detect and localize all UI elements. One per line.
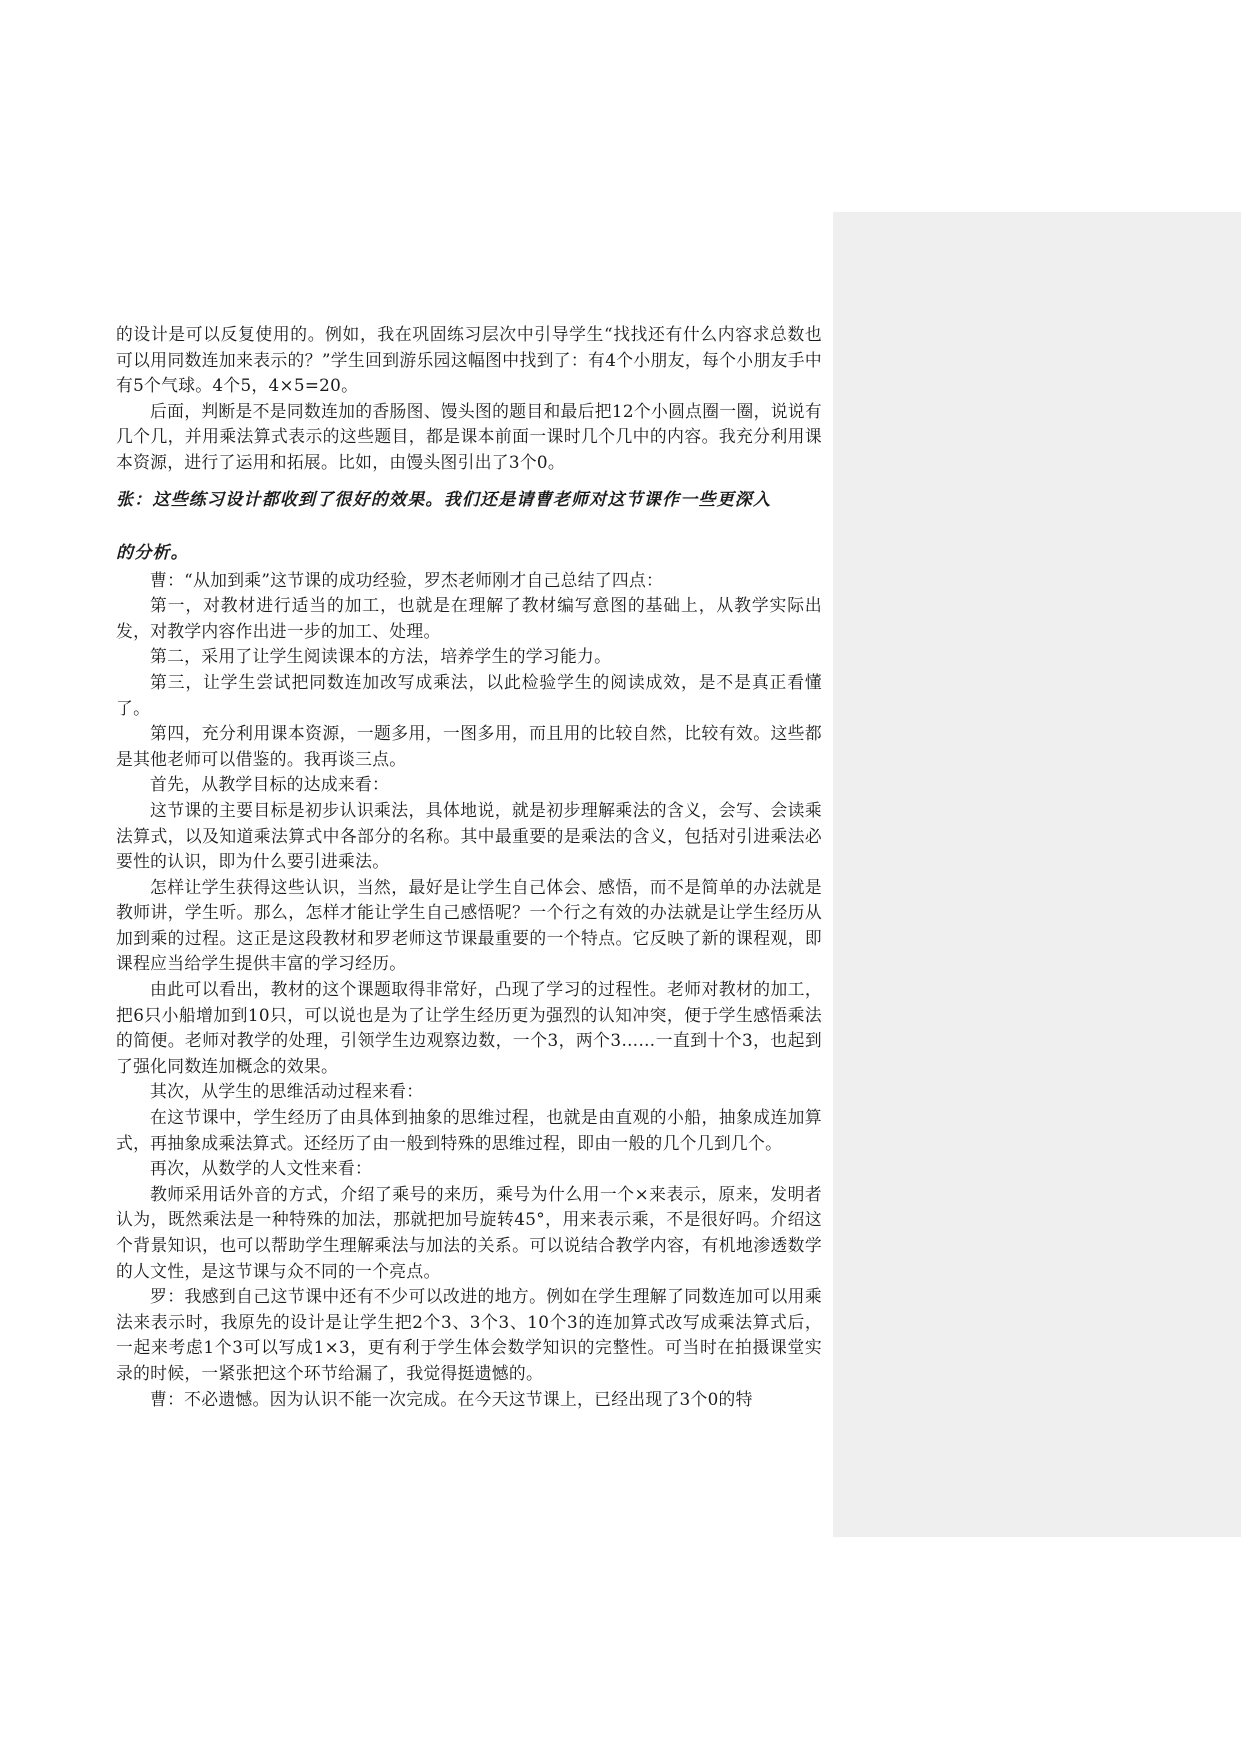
paragraph: 首先，从教学目标的达成来看： [150, 774, 390, 795]
paragraph: 的设计是可以反复使用的。例如，我在巩固练习层次中引导学生“找找还有什么内容求总数也可以用同数连加来表示的？”学生回到游乐园这幅图中找到了：有4个小朋友，每个小朋友手中有5个气球。4个5，4×5=20。 [116, 324, 822, 396]
paragraph: 第三，让学生尝试把同数连加改写成乘法，以此检验学生的阅读成效，是不是真正看懂了。 [116, 671, 822, 718]
paragraph: 这节课的主要目标是初步认识乘法，具体地说，就是初步理解乘法的含义，会写、会读乘法算式，以及知道乘法算式中各部分的名称。其中最重要的是乘法的含义，包括对引进乘法必要性的认识，即为什么要引进乘法。 [116, 799, 822, 872]
paragraph: 罗：我感到自己这节课中还有不少可以改进的地方。例如在学生理解了同数连加可以用乘法来表示时，我原先的设计是让学生把2个3、3个3、10个3的连加算式改写成乘法算式后，一起来考虑1个3可以写成1×3，更有利于学生体会数学知识的完整性。可当时在拍摄课堂实录的时候，一紧张把这个环节给漏了，我觉得挺遗憾的。 [116, 1286, 822, 1383]
paragraph: 在这节课中，学生经历了由具体到抽象的思维过程，也就是由直观的小船，抽象成连加算式，再抽象成乘法算式。还经历了由一般到特殊的思维过程，即由一般的几个几到几个。 [116, 1107, 822, 1153]
dialogue-heading-line1: 张：这些练习设计都收到了很好的效果。我们还是请曹老师对这节课作一些更深入 [116, 489, 772, 510]
dialogue-heading-line2: 的分析。 [116, 542, 189, 563]
paragraph: 第一，对教材进行适当的加工，也就是在理解了教材编写意图的基础上，从教学实际出发，对教学内容作出进一步的加工、处理。 [116, 595, 822, 641]
paragraph: 第二，采用了让学生阅读课本的方法，培养学生的学习能力。 [150, 646, 612, 667]
paragraph: 第四，充分利用课本资源，一题多用，一图多用，而且用的比较自然，比较有效。这些都是其他老师可以借鉴的。我再谈三点。 [116, 723, 822, 769]
comment-margin-pane [833, 212, 1241, 1537]
paragraph: 其次，从学生的思维活动过程来看： [150, 1081, 424, 1102]
paragraph: 怎样让学生获得这些认识，当然，最好是让学生自己体会、感悟，而不是简单的办法就是教师讲，学生听。那么，怎样才能让学生自己感悟呢？一个行之有效的办法就是让学生经历从加到乘的过程。这正是这段教材和罗老师这节课最重要的一个特点。它反映了新的课程观，即课程应当给学生提供丰富的学习经历。 [116, 876, 822, 974]
document-body [116, 322, 822, 1412]
paragraph: 后面，判断是不是同数连加的香肠图、馒头图的题目和最后把12个小圆点圈一圈，说说有几个几，并用乘法算式表示的这些题目，都是课本前面一课时几个几中的内容。我充分利用课本资源，进行了运用和拓展。比如，由馒头图引出了3个0。 [116, 400, 822, 472]
paragraph: 曹：“从加到乘”这节课的成功经验，罗杰老师刚才自己总结了四点： [150, 569, 664, 590]
paragraph: 由此可以看出，教材的这个课题取得非常好，凸现了学习的过程性。老师对教材的加工，把6只小船增加到10只，可以说也是为了让学生经历更为强烈的认知冲突，便于学生感悟乘法的简便。老师对教学的处理，引领学生边观察边数，一个3，两个3……一直到十个3，也起到了强化同数连加概念的效果。 [116, 979, 822, 1076]
paragraph: 再次，从数学的人文性来看： [150, 1158, 373, 1179]
paragraph: 曹：不必遗憾。因为认识不能一次完成。在今天这节课上，已经出现了3个0的特 [150, 1388, 753, 1409]
paragraph: 教师采用话外音的方式，介绍了乘号的来历，乘号为什么用一个×来表示，原来，发明者认为，既然乘法是一种特殊的加法，那就把加号旋转45°，用来表示乘，不是很好吗。介绍这个背景知识，也可以帮助学生理解乘法与加法的关系。可以说结合教学内容，有机地渗透数学的人文性，是这节课与众不同的一个亮点。 [116, 1183, 822, 1281]
